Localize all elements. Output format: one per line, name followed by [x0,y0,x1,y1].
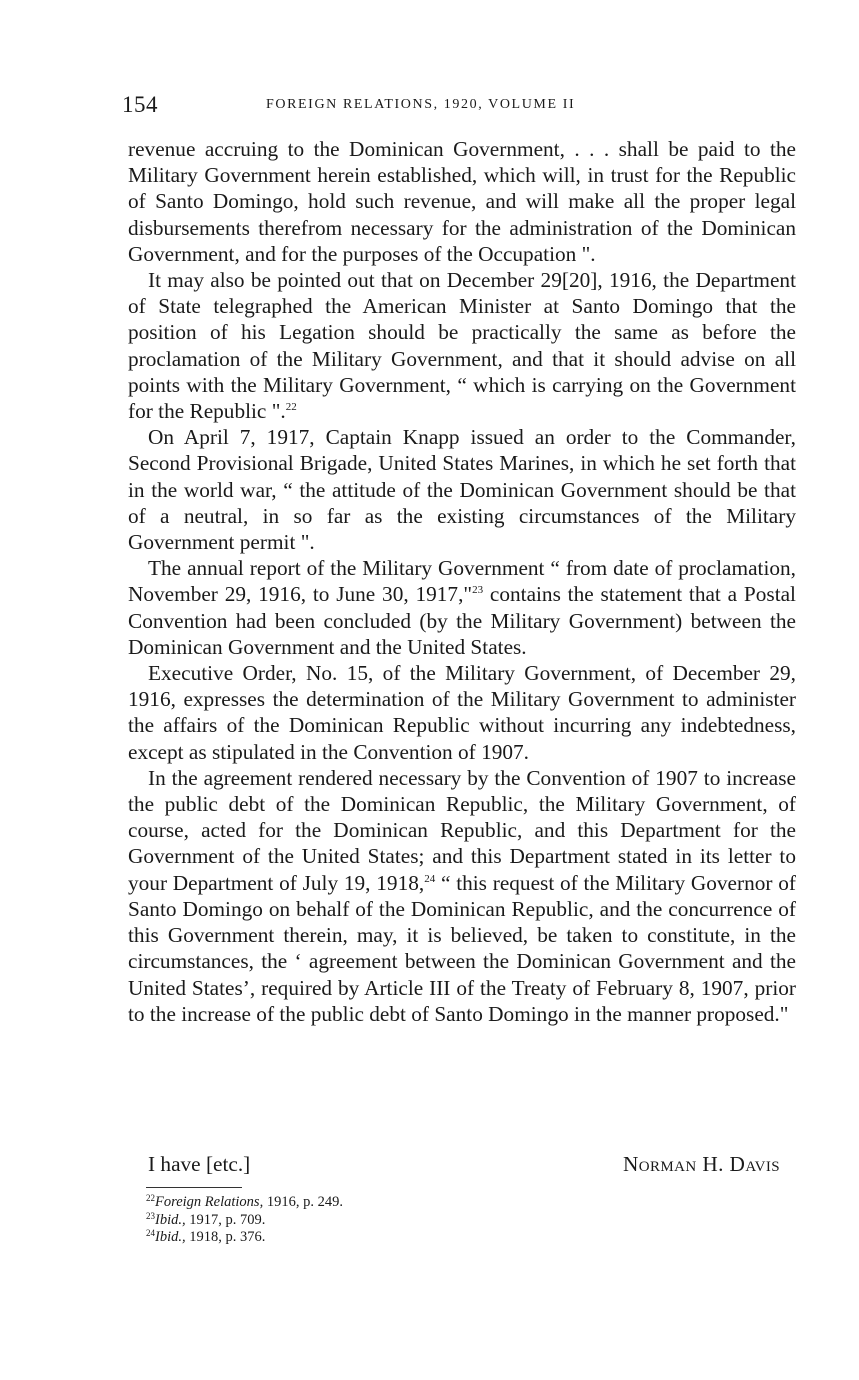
footnote-divider [146,1187,242,1188]
footnote-mark: 22 [146,1193,155,1203]
salutation: I have [etc.] [148,1152,251,1176]
footnote-24 [146,1229,343,1247]
footnote-mark: 24 [146,1228,155,1239]
footnote-ref-23: 23 [472,584,484,597]
body-text [128,136,796,1027]
footnote-source: Ibid., [155,1229,186,1246]
paragraph-6-text-a: In the agreement rendered necessary by the Convention of 1907 to increase the public debt of the Dominican Republic, the Military Government, of course, acted for the Dominican Republic, and this Department for the Government of the United States; and this Department stated in its letter to your Department of July 19, 1918, [128,765,796,895]
running-head: FOREIGN RELATIONS, 1920, VOLUME II [266,97,576,112]
footnote-source: Foreign Relations, [155,1194,264,1210]
signature: Norman H. Davis [622,1152,780,1176]
paragraph-4-text-a: The annual report of the Military Government “ from date of proclamation, November 29, 1916, to June 30, 1917," [128,556,796,607]
footnote-ref-22: 22 [285,401,297,414]
paragraph-5-text: Executive Order, No. 15, of the Military Government, of December 29, 1916, expresses the determination of the Military Government to administer the affairs of the Dominican Republic without incurring any indebtedness, except as stipulated in the Convention of 1907. [128,661,796,764]
paragraph-5 [128,660,796,765]
paragraph-3-text: On April 7, 1917, Captain Knapp issued an order to the Commander, Second Provisional Brigade, United States Marines, in which he set forth that in the world war, “ the attitude of the Dominican Government should be that of a neutral, in so far as the existing circumstances of the Military Government permit ". [128,425,796,555]
paragraph-3 [128,424,796,555]
footnote-mark: 23 [146,1210,155,1221]
paragraph-4-text-b: contains the statement that a Postal Convention had been concluded (by the Military Government) between the Dominican Government and the United States. [128,582,796,659]
paragraph-1 [128,136,796,267]
footnote-23 [146,1212,343,1230]
paragraph-4 [128,555,796,660]
footnote-citation: 1916, p. 249. [263,1194,343,1210]
footnotes [146,1194,343,1247]
footnote-citation: 1918, p. 376. [185,1229,266,1246]
footnote-citation: 1917, p. 709. [185,1211,266,1228]
footnote-source: Ibid., [155,1211,186,1228]
paragraph-2 [128,267,796,424]
page-header [122,92,794,122]
page-number: 154 [122,92,158,117]
paragraph-6 [128,765,796,1027]
footnote-22 [146,1194,343,1212]
paragraph-1-text: revenue accruing to the Dominican Government, . . . shall be paid to the Military Government herein established, which will, in trust for the Republic of Santo Domingo, hold such revenue, and will make all the proper legal disbursements therefrom necessary for the administration of the Dominican Government, and for the purposes of the Occupation ". [128,137,796,266]
footnote-ref-24: 24 [424,872,436,885]
paragraph-2-text: It may also be pointed out that on December 29[20], 1916, the Department of State telegraphed the American Minister at Santo Domingo that the position of his Legation should be practically the same as before the proclamation of the Military Government, and that it should advise on all points with the Military Government, “ which is carrying on the Government for the Republic ". [128,268,796,424]
paragraph-6-text-b: “ this request of the Military Governor of Santo Domingo on behalf of the Dominican Republic, and the concurrence of this Government therein, may, it is believed, be taken to constitute, in the circumstances, the ‘ agreement between the Dominican Government and the United States’, required by Article III of the Treaty of February 8, 1907, prior to the increase of the public debt of Santo Domingo in the manner proposed." [128,870,796,1026]
